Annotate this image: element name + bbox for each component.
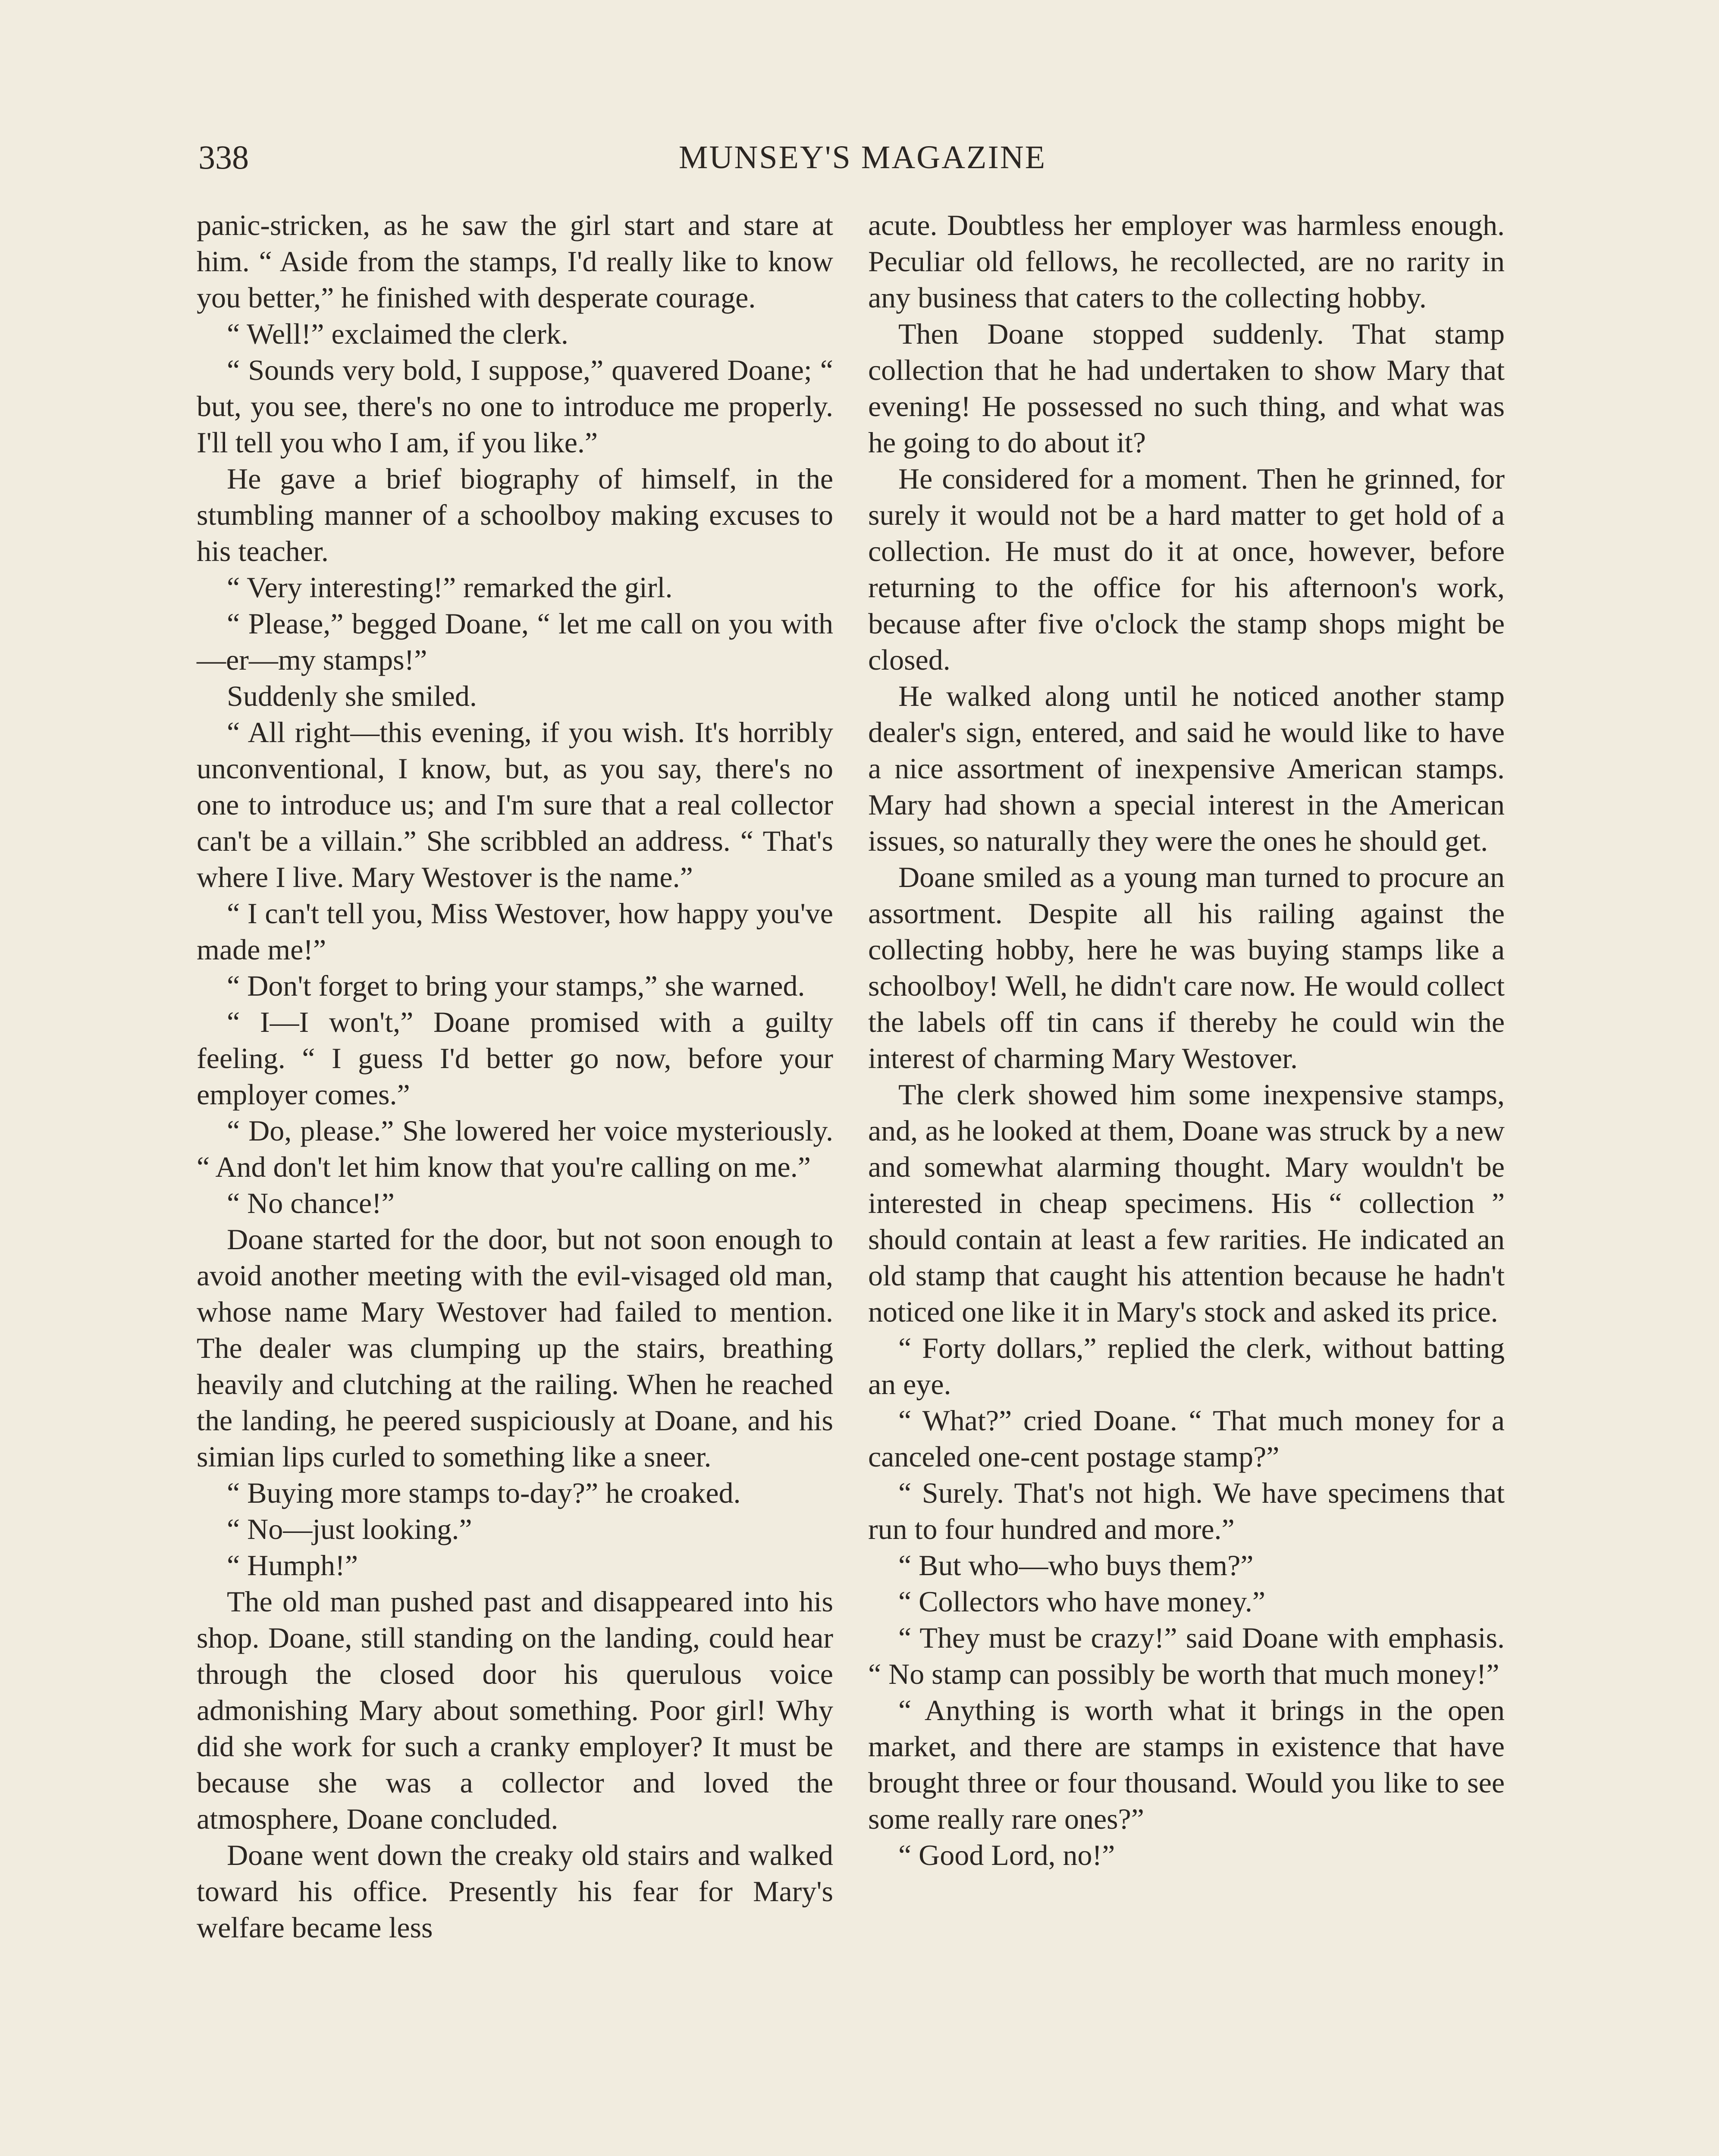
paragraph: “ Surely. That's not high. We have specimens that run to four hundred and more.” [868,1476,1505,1545]
text-column-right [868,207,1505,1873]
page-number: 338 [198,138,249,176]
paragraph: The old man pushed past and disappeared into his shop. Doane, still standing on the landing, could hear through the closed door his querulous voice admonishing Mary about something. Poor girl! Why did she work for such a cranky employer? It must be because she was a collector and loved the atmosphere, Doane concluded. [197,1585,833,1835]
paragraph: “ I can't tell you, Miss Westover, how happy you've made me!” [197,897,833,966]
paragraph: He considered for a moment. Then he grinned, for surely it would not be a hard matter to get hold of a collection. He must do it at once, however, before returning to the office for his afternoon's work, because after five o'clock the stamp shops might be closed. [868,462,1505,676]
paragraph: “ Sounds very bold, I suppose,” quavered Doane; “ but, you see, there's no one to introduce me properly. I'll tell you who I am, if you like.” [197,354,833,459]
paragraph: “ Don't forget to bring your stamps,” she warned. [227,969,805,1002]
paragraph: Doane started for the door, but not soon enough to avoid another meeting with the evil-visaged old man, whose name Mary Westover had failed to mention. The dealer was clumping up the stairs, breathing heavily and clutching at the railing. When he reached the landing, he peered suspiciously at Doane, and his simian lips curled to something like a sneer. [197,1223,833,1473]
paragraph: “ Humph!” [227,1549,358,1582]
paragraph: He gave a brief biography of himself, in the stumbling manner of a schoolboy making excuses to his teacher. [197,462,833,567]
page-header [198,129,1527,185]
paragraph: “ But who—who buys them?” [898,1549,1254,1582]
paragraph: “ Please,” begged Doane, “ let me call on you with—er—my stamps!” [197,607,833,676]
paragraph: The clerk showed him some inexpensive stamps, and, as he looked at them, Doane was struck by a new and somewhat alarming thought. Mary wouldn't be interested in cheap specimens. His “ collection ” should contain at least a few rarities. He indicated an old stamp that caught his attention because he hadn't noticed one like it in Mary's stock and asked its price. [868,1078,1505,1328]
paragraph: He walked along until he noticed another stamp dealer's sign, entered, and said he would like to have a nice assortment of inexpensive American stamps. Mary had shown a special interest in the American issues, so naturally they were the ones he should get. [868,680,1505,857]
paragraph: “ Anything is worth what it brings in the open market, and there are stamps in existence that have brought three or four thousand. Would you like to see some really rare ones?” [868,1694,1505,1835]
running-head: MUNSEY'S MAGAZINE [678,139,1047,175]
paragraph: “ Good Lord, no!” [898,1839,1115,1871]
paragraph: “ No—just looking.” [227,1513,472,1545]
paragraph: acute. Doubtless her employer was harmless enough. Peculiar old fellows, he recollected, are no rarity in any business that caters to the collecting hobby. [868,209,1505,314]
paragraph: “ They must be crazy!” said Doane with emphasis. “ No stamp can possibly be worth that much money!” [868,1621,1505,1690]
paragraph: “ What?” cried Doane. “ That much money for a canceled one-cent postage stamp?” [868,1404,1505,1473]
paragraph: “ Buying more stamps to-day?” he croaked. [227,1476,741,1509]
paragraph: “ No chance!” [227,1187,395,1219]
paragraph: “ Collectors who have money.” [898,1585,1265,1618]
paragraph: “ All right—this evening, if you wish. It's horribly unconventional, I know, but, as you say, there's no one to introduce us; and I'm sure that a real collector can't be a villain.” She scribbled an address. “ That's where I live. Mary Westover is the name.” [197,716,833,893]
paragraph: “ Well!” exclaimed the clerk. [227,317,568,350]
paragraph: “ Do, please.” She lowered her voice mysteriously. “ And don't let him know that you're calling on me.” [197,1114,833,1183]
paragraph: “ I—I won't,” Doane promised with a guilty feeling. “ I guess I'd better go now, before your employer comes.” [197,1006,833,1111]
paragraph: panic-stricken, as he saw the girl start and stare at him. “ Aside from the stamps, I'd really like to know you better,” he finished with desperate courage. [197,209,833,314]
paragraph: Suddenly she smiled. [227,680,477,712]
paragraph: “ Very interesting!” remarked the girl. [227,571,673,604]
paragraph: “ Forty dollars,” replied the clerk, without batting an eye. [868,1332,1505,1401]
paragraph: Doane went down the creaky old stairs and walked toward his office. Presently his fear for Mary's welfare became less [197,1839,833,1944]
paragraph: Doane smiled as a young man turned to procure an assortment. Despite all his railing against the collecting hobby, here he was buying stamps like a schoolboy! Well, he didn't care now. He would collect the labels off tin cans if thereby he could win the interest of charming Mary Westover. [868,861,1505,1075]
paragraph: Then Doane stopped suddenly. That stamp collection that he had undertaken to show Mary that evening! He possessed no such thing, and what was he going to do about it? [868,317,1505,459]
text-column-left [197,207,833,1946]
